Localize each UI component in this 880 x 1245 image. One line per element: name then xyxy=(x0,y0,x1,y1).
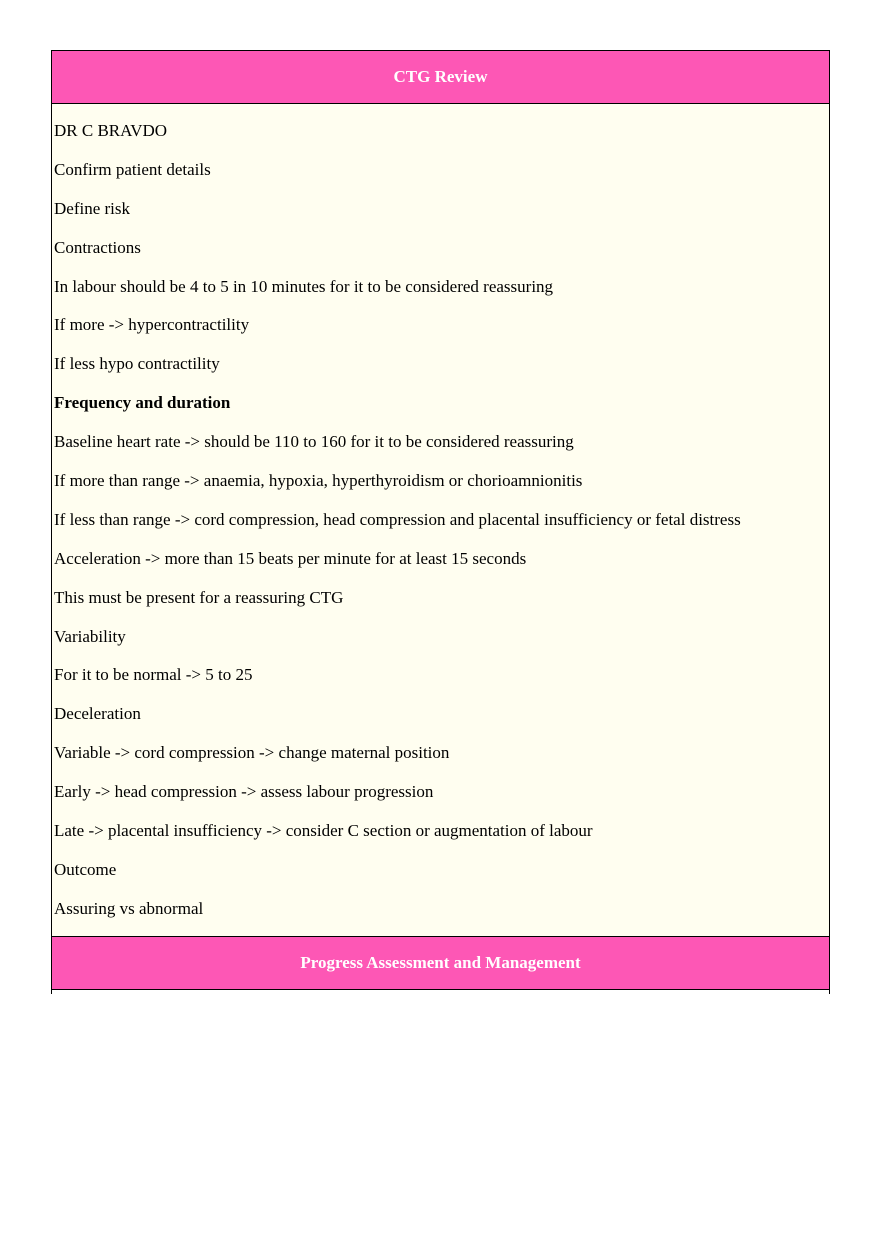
content-line: Define risk xyxy=(54,198,131,218)
section-header-ctg-review xyxy=(51,50,830,104)
content-line: Late -> placental insufficiency -> consider C section or augmentation of labour xyxy=(54,821,593,841)
content-line: DR C BRAVDO xyxy=(54,121,168,140)
content-line: Frequency and duration xyxy=(54,393,231,413)
content-line: Baseline heart rate -> should be 110 to 160 for it to be considered reassuring xyxy=(54,432,574,452)
content-line: This must be present for a reassuring CTG xyxy=(54,587,344,607)
section-body-start xyxy=(51,990,830,994)
content-line: In labour should be 4 to 5 in 10 minutes for it to be considered reassuring xyxy=(54,276,554,296)
content-line: Contractions xyxy=(54,237,141,257)
ctg-review-sheet xyxy=(51,50,830,994)
content-line: Variability xyxy=(54,626,126,646)
next-section-title: Progress Assessment and Management xyxy=(300,953,581,972)
section-title: CTG Review xyxy=(393,67,488,86)
content-line: If more -> hypercontractility xyxy=(54,315,250,335)
content-line: If less hypo contractility xyxy=(54,354,220,374)
content-line: Deceleration xyxy=(54,704,141,724)
content-line: Early -> head compression -> assess labour progression xyxy=(54,782,434,802)
content-line: Variable -> cord compression -> change maternal position xyxy=(54,743,450,763)
content-line: Outcome xyxy=(54,859,117,879)
content-line: For it to be normal -> 5 to 25 xyxy=(54,665,253,685)
content-line: Assuring vs abnormal xyxy=(54,898,204,918)
section-body xyxy=(51,104,830,936)
content-line: Acceleration -> more than 15 beats per minute for at least 15 seconds xyxy=(54,548,527,568)
content-line: If less than range -> cord compression, head compression and placental insufficiency or fetal distress xyxy=(54,509,741,529)
content-line: If more than range -> anaemia, hypoxia, hyperthyroidism or chorioamnionitis xyxy=(54,471,583,491)
content-line: Confirm patient details xyxy=(54,159,211,179)
section-header-progress-assessment xyxy=(51,936,830,990)
content-lines xyxy=(52,121,829,919)
